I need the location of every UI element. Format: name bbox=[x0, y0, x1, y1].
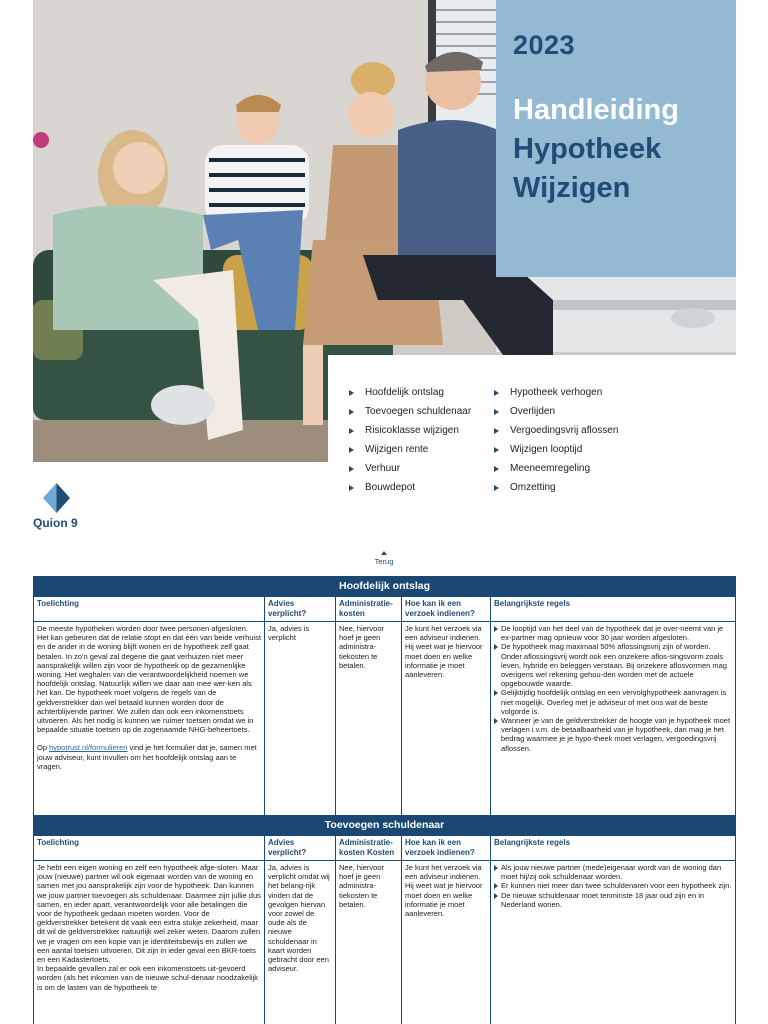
document-title bbox=[513, 91, 736, 208]
advies-cell: Ja, advies is verplicht omdat wij het belang-rijk vinden dat de gevolgen hiervan voor zowel de oude als de nieuwe schuldenaar in kaart worden gebracht door een adviseur. bbox=[265, 861, 336, 1024]
topic-link[interactable] bbox=[494, 440, 618, 459]
topic-label: Risicoklasse wijzigen bbox=[365, 425, 459, 436]
topic-link[interactable] bbox=[494, 459, 618, 478]
regels-cell bbox=[491, 861, 735, 1024]
topic-column-left bbox=[349, 383, 471, 497]
advies-cell: Ja, advies is verplicht bbox=[265, 622, 336, 815]
column-header: Belangrijkste regels bbox=[494, 838, 571, 847]
triangle-bullet-icon bbox=[494, 390, 499, 396]
topic-link[interactable] bbox=[494, 383, 618, 402]
rule-item bbox=[494, 891, 732, 909]
rule-text: Als jouw nieuwe partner (mede)eigenaar wordt van de woning dan moet hij/zij ook schuldenaar worden. bbox=[501, 863, 722, 882]
column-header: Belangrijkste regels bbox=[494, 599, 571, 608]
verzoek-cell: Je kunt het verzoek via een adviseur indienen. Hij weet wat je hiervoor moet doen en welke informatie je moet aanleveren. bbox=[402, 861, 491, 1024]
rule-item bbox=[494, 624, 732, 642]
text: vind je het formulier dat je, samen met jouw adviseur, kunt invullen om het hoofdelijk ontslag aan te vragen. bbox=[37, 743, 257, 771]
topic-link[interactable] bbox=[349, 421, 471, 440]
topic-link[interactable] bbox=[349, 383, 471, 402]
paragraph: De meeste hypotheken worden door twee personen afgesloten. Het kan gebeuren dat de relatie stopt en dat één van beide verhuist en de ander in de woning blijft wonen en de hypotheek zelf gaat betalen. In zo'n geval zal degene die gaat verhuizen niet meer aansprakelijk willen zijn voor de hypotheek op de gezamenlijke woning. Het weghalen van die verantwoordelijkheid noemen we hoofdelijk ontslag. Natuurlijk willen we daar aan mee wer-ken als het kan. De hypotheek moet volgens de regels van de geldverstrekker dan wel betaald kunnen worden door de achterblijvende partner. We zullen dan ook een inkomenstoets uitvoeren. Als het nodig is kunnen we ruimer toetsen omdat we in bepaalde situatie toetsen op de zogenaamde NHG-beheertoets. bbox=[37, 624, 261, 735]
topic-label: Meeneemregeling bbox=[510, 463, 591, 474]
triangle-bullet-icon bbox=[349, 428, 354, 434]
section-toevoegen-schuldenaar bbox=[33, 815, 736, 1024]
column-header: Advies verplicht? bbox=[265, 836, 336, 860]
verzoek-cell: Je kunt het verzoek via een adviseur indienen. Hij weet wat je hiervoor moet doen en welke informatie je moet aanleveren. bbox=[402, 622, 491, 815]
topic-label: Wijzigen looptijd bbox=[510, 444, 583, 455]
quion-logo bbox=[33, 480, 113, 532]
column-header: Administratie- kosten bbox=[336, 597, 402, 621]
toelichting-cell bbox=[34, 622, 265, 815]
rule-item bbox=[494, 863, 732, 881]
topic-link[interactable] bbox=[349, 478, 471, 497]
regels-cell bbox=[491, 622, 735, 815]
triangle-bullet-icon bbox=[349, 390, 354, 396]
column-header: Toelichting bbox=[34, 597, 265, 621]
column-header: Toelichting bbox=[34, 836, 265, 860]
rule-item bbox=[494, 881, 732, 890]
topic-label: Vergoedingsvrij aflossen bbox=[510, 425, 619, 436]
column-header: Hoe kan ik een verzoek indienen? bbox=[402, 597, 491, 621]
triangle-bullet-icon bbox=[494, 718, 498, 724]
rule-item bbox=[494, 688, 732, 716]
topic-label: Overlijden bbox=[510, 406, 556, 417]
triangle-bullet-icon bbox=[494, 466, 499, 472]
rule-text: Gelijktijdig hoofdelijk ontslag en een vervolghypotheek aanvragen is niet mogelijk. Overleg met je adviseur of met ons wat de beste volgorde is. bbox=[501, 688, 727, 716]
rule-text: De hypotheek mag maximaal 50% aflossingsvrij zijn of worden. Onder aflossingsvrij wordt ook een onzekere aflos-singsvorm zoals leven, hybride en beleggen verstaan. Bij onzekere aflosvormen mag overigens wel rekening gehou-den worden met de actuele opgebouwde waarde. bbox=[501, 642, 727, 689]
rule-text: Er kunnen niet meer dan twee schuldenaren voor een hypotheek zijn. bbox=[501, 881, 732, 891]
section-title: Toevoegen schuldenaar bbox=[33, 815, 736, 836]
toelichting-cell bbox=[34, 861, 265, 1024]
column-header: Hoe kan ik een verzoek indienen? bbox=[402, 836, 491, 860]
triangle-bullet-icon bbox=[494, 883, 498, 889]
topic-label: Wijzigen rente bbox=[365, 444, 429, 455]
triangle-bullet-icon bbox=[349, 409, 354, 415]
kosten-cell: Nee, hiervoor hoef je geen administra-tiekosten te betalen. bbox=[336, 861, 402, 1024]
arrow-up-icon bbox=[381, 551, 387, 555]
paragraph: In bepaalde gevallen zal er ook een inkomenstoets uit-gevoerd worden (als het inkomen van de nieuwe schul-denaar noodzakelijk is om de lasten van de hypotheek te bbox=[37, 964, 258, 992]
table-row bbox=[34, 622, 735, 815]
triangle-bullet-icon bbox=[494, 626, 498, 632]
topic-label: Bouwdepot bbox=[365, 482, 416, 493]
section-title: Hoofdelijk ontslag bbox=[33, 576, 736, 597]
forms-link[interactable]: hypotrust.nl/formulieren bbox=[49, 743, 128, 753]
topic-link[interactable] bbox=[494, 402, 618, 421]
paragraph: Je hebt een eigen woning en zelf een hypotheek afge-sloten. Maar jouw (nieuwe) partner wil ook eigenaar worden van de woning en samen met jou aansprakelijk zijn voor de hypotheek. Dan kunnen we jouw partner toevoegen als schuldenaar. Daarmee zijn jullie dus samen, en ieder apart, verantwoordelijk voor alle betalingen die voor de hypotheek gedaan moeten worden. Voor de geldverstrekker betekent dit vaak een extra stukje zekerheid, maar dit wil de geldverstrekker natuurlijk wel zeker weten. Daarom zullen we je vragen om een kopie van je identiteitsbewijs en zullen we een aantal toetsen uitvoeren. Dit zijn in ieder geval een BKR-toets en een Kadastertoets. bbox=[37, 863, 261, 965]
triangle-bullet-icon bbox=[494, 644, 498, 650]
rule-text: Wanneer je van de geldverstrekker de hoogte van je hypotheek moet verlagen i.v.m. de betaalbaarheid van je hypotheek, dan mag je het bedrag waarmee je je hypo-theek moet verlagen, vergoedingsvrij aflossen. bbox=[501, 716, 731, 753]
topic-label: Toevoegen schuldenaar bbox=[365, 406, 472, 417]
table-header-row bbox=[34, 597, 735, 622]
title-line-2: Hypotheek bbox=[513, 133, 662, 165]
topic-column-right bbox=[494, 383, 618, 497]
back-label: Terug bbox=[374, 557, 394, 566]
triangle-bullet-icon bbox=[349, 447, 354, 453]
info-table bbox=[33, 597, 736, 815]
table-row bbox=[34, 861, 735, 1024]
title-line-3: Wijzigen bbox=[513, 172, 631, 204]
triangle-bullet-icon bbox=[494, 428, 499, 434]
rule-text: De looptijd van het deel van de hypotheek dat je over-neemt van je ex-partner mag opnieuw voor 30 jaar worden afgesloten. bbox=[501, 624, 724, 643]
topic-label: Verhuur bbox=[365, 463, 401, 474]
topic-navigation bbox=[328, 355, 736, 493]
title-line-1: Handleiding bbox=[513, 94, 679, 126]
triangle-bullet-icon bbox=[494, 690, 498, 696]
column-header: Administratie- kosten Kosten bbox=[336, 836, 402, 860]
paragraph bbox=[37, 743, 261, 771]
section-hoofdelijk-ontslag bbox=[33, 576, 736, 815]
triangle-bullet-icon bbox=[494, 485, 499, 491]
triangle-bullet-icon bbox=[349, 466, 354, 472]
topic-link[interactable] bbox=[349, 402, 471, 421]
column-header: Advies verplicht? bbox=[265, 597, 336, 621]
topic-label: Hoofdelijk ontslag bbox=[365, 387, 444, 398]
triangle-bullet-icon bbox=[494, 409, 499, 415]
title-panel bbox=[496, 0, 736, 277]
topic-label: Omzetting bbox=[510, 482, 556, 493]
diamond-logo-icon bbox=[43, 483, 70, 513]
triangle-bullet-icon bbox=[494, 447, 499, 453]
back-link[interactable] bbox=[366, 551, 402, 566]
triangle-bullet-icon bbox=[494, 865, 498, 871]
rule-item bbox=[494, 716, 732, 753]
info-table bbox=[33, 836, 736, 1024]
topic-link[interactable] bbox=[349, 440, 471, 459]
topic-link[interactable] bbox=[494, 478, 618, 497]
topic-link[interactable] bbox=[494, 421, 618, 440]
triangle-bullet-icon bbox=[349, 485, 354, 491]
title-year: 2023 bbox=[513, 30, 576, 60]
kosten-cell: Nee, hiervoor hoef je geen administra-tiekosten te betalen. bbox=[336, 622, 402, 815]
topic-link[interactable] bbox=[349, 459, 471, 478]
triangle-bullet-icon bbox=[494, 893, 498, 899]
rule-text: De nieuwe schuldenaar moet tenminste 18 jaar oud zijn en in Nederland wonen. bbox=[501, 890, 705, 909]
table-header-row bbox=[34, 836, 735, 861]
topic-label: Hypotheek verhogen bbox=[510, 387, 603, 398]
text: Op bbox=[37, 743, 50, 753]
rule-item bbox=[494, 642, 732, 688]
logo-name: Quion 9 bbox=[33, 516, 78, 530]
